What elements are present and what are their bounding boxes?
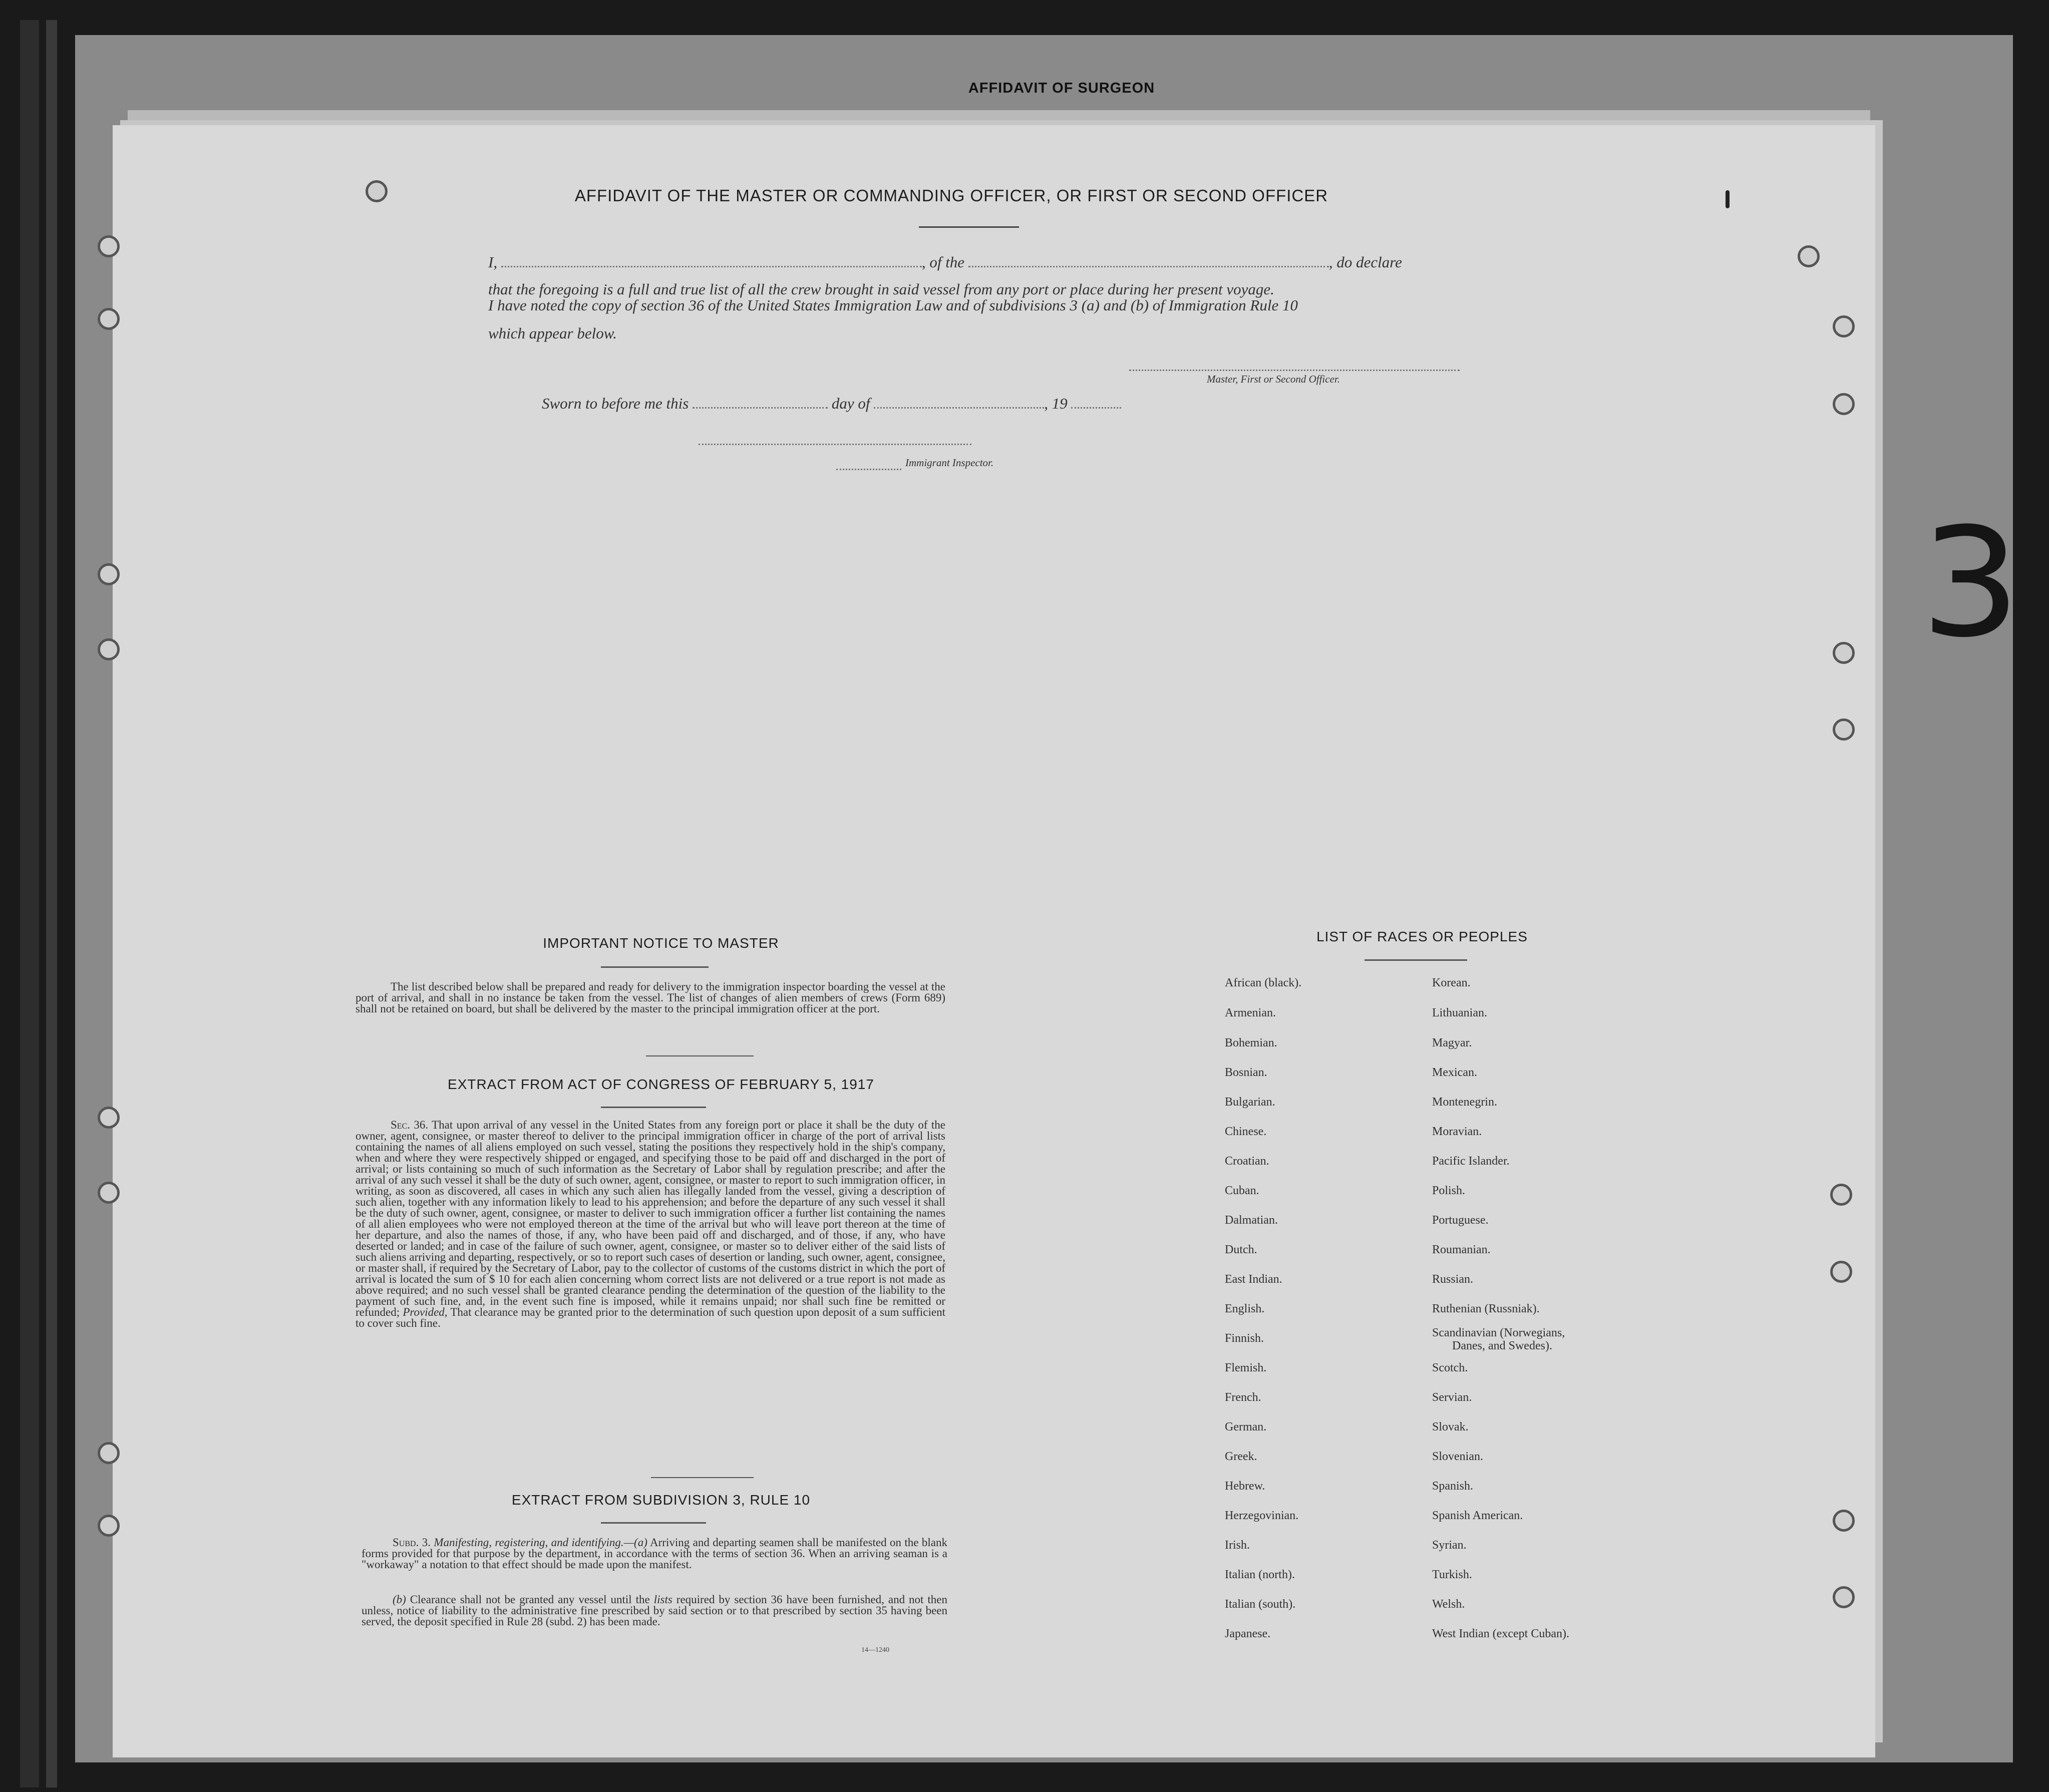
sworn-month-field[interactable] [874, 396, 1044, 409]
race-item: Spanish. [1432, 1480, 1474, 1493]
ink-smudge [1726, 190, 1730, 208]
affidavit-title-rule [919, 226, 1019, 228]
subd-label: Subd. 3. [393, 1536, 431, 1549]
race-item: Montenegrin. [1432, 1096, 1497, 1109]
declaration-line [488, 253, 1402, 271]
act-heading: EXTRACT FROM ACT OF CONGRESS OF FEBRUARY 5, 1917 [448, 1077, 874, 1092]
race-item: Pacific Islander. [1432, 1155, 1510, 1168]
sworn-year-label: , 19 [1044, 395, 1068, 412]
affidavit-title: AFFIDAVIT OF THE MASTER OR COMMANDING OFFICER, OR FIRST OR SECOND OFFICER [574, 186, 1328, 205]
race-item: French. [1225, 1391, 1261, 1404]
lists-word: lists [653, 1593, 672, 1606]
race-item: Lithuanian. [1432, 1006, 1487, 1019]
binding-strip [46, 20, 57, 1787]
punch-hole [1833, 1510, 1855, 1532]
punch-hole [98, 1442, 120, 1464]
race-item: Irish. [1225, 1539, 1250, 1552]
punch-hole [98, 308, 120, 330]
race-item: Finnish. [1225, 1332, 1264, 1345]
punch-hole [98, 563, 120, 585]
race-item: Spanish American. [1432, 1509, 1523, 1522]
backing-sheet-title: AFFIDAVIT OF SURGEON [968, 80, 1155, 96]
punch-hole [98, 1107, 120, 1129]
punch-hole [1830, 1184, 1852, 1206]
race-item: Chinese. [1225, 1125, 1267, 1138]
signature-caption: Master, First or Second Officer. [1207, 373, 1340, 385]
master-name-field[interactable] [501, 255, 922, 267]
races-rule [1364, 959, 1467, 961]
subd-body-b2: required by section 36 have been furnished, and not then unless, notice of liability to the administrative fine prescribed by said section or to that prescribed by section 35 having been served, the deposit specified in Rule 28 (subd. 2) has been made. [362, 1593, 948, 1628]
punch-hole [1833, 315, 1855, 337]
declaration-text: I have noted the copy of section 36 of the United States Immigration Law and of subdivisions 3 (a) and (b) of Immigration Rule 10 [488, 296, 1298, 314]
sec-label: Sec. 36. [391, 1119, 429, 1131]
rule10-heading: EXTRACT FROM SUBDIVISION 3, RULE 10 [511, 1492, 811, 1508]
race-item: Bulgarian. [1225, 1096, 1275, 1109]
subd-body-b1: Clearance shall not be granted any vessel until the [410, 1593, 650, 1606]
race-item: Italian (north). [1225, 1568, 1295, 1581]
race-item: Korean. [1432, 976, 1471, 989]
binding-strip [20, 20, 39, 1787]
race-item: Mexican. [1432, 1066, 1477, 1079]
notice-heading: IMPORTANT NOTICE TO MASTER [543, 935, 779, 951]
act-body-end: That clearance may be granted prior to the determination of such question upon deposit of a sum sufficient to cover such fine. [356, 1306, 945, 1329]
race-item: West Indian (except Cuban). [1432, 1627, 1569, 1640]
race-item: Cuban. [1225, 1184, 1259, 1197]
race-item: Magyar. [1432, 1036, 1472, 1049]
race-item: Armenian. [1225, 1006, 1276, 1019]
punch-hole [98, 235, 120, 257]
punch-hole [1798, 245, 1820, 267]
act-body: That upon arrival of any vessel in the United States from any foreign port or place it shall be the duty of the owner, agent, consignee, or master thereof to deliver to the principal immigration officer in charge of the port of arrival lists containing the names of all aliens employed on such vessel, stating the positions they respectively hold in the ship's company, when and where they were respectively shipped or engaged, and specifying those to be paid off and discharged in the port of arrival; or lists containing so much of such information as the Secretary of Labor shall by regulation prescribe; and after the arrival of any such vessel it shall be the duty of such owner, agent, consignee, or master to report to such immigration officer, in writing, as soon as discovered, all cases in which any such alien has illegally landed from the vessel, giving a description of such alien, together with any information likely to lead to his apprehension; and before the departure of any such vessel it shall be the duty of such owner, agent, consignee, or master to deliver to such immigration officer a further list containing the names of all alien employees who were not employed thereon at the time of the arrival but who will leave port thereon at the time of her departure, and also the names of those, if any, who have been paid off and discharged, and of those, if any, who have deserted or landed; and in case of the failure of such owner, agent, consignee, or master so to deliver either of the said lists of such aliens arriving and departing, respectively, or so to report such cases of desertion or landing, such owner, agent, consignee, or master shall, if required by the Secretary of Labor, pay to the collector of customs of the customs district in which the port of arrival is located the sum of $ 10 for each alien concerning whom correct lists are not delivered or a true report is not made as above required; and no such vessel shall be granted clearance pending the determination of the question of the liability to the payment of such fine, and, in the event such fine is imposed, while it remains unpaid; nor shall such fine be remitted or refunded; [356, 1119, 945, 1318]
punch-hole [366, 180, 388, 202]
race-item: Ruthenian (Russniak). [1432, 1302, 1540, 1315]
rule10-text-a [362, 1537, 947, 1570]
race-item: Servian. [1432, 1391, 1472, 1404]
declaration-of-the: , of the [921, 253, 965, 271]
sworn-day-field[interactable] [693, 396, 828, 409]
act-text [356, 1120, 945, 1329]
punch-hole [1833, 393, 1855, 415]
race-item: Dutch. [1225, 1243, 1257, 1256]
declaration-i: I, [488, 253, 498, 271]
race-item: Slovak. [1432, 1420, 1469, 1433]
races-heading: LIST OF RACES OR PEOPLES [1316, 929, 1528, 944]
race-item: Greek. [1225, 1450, 1257, 1463]
race-item: Japanese. [1225, 1627, 1271, 1640]
punch-hole [98, 1182, 120, 1204]
punch-hole [98, 1515, 120, 1537]
race-item: Slovenian. [1432, 1450, 1483, 1463]
punch-hole [1833, 1586, 1855, 1608]
race-item: Bosnian. [1225, 1066, 1267, 1079]
rule10-text-b [362, 1594, 947, 1627]
punch-hole [1830, 1261, 1852, 1283]
b-label: (b) [393, 1593, 406, 1606]
sworn-line [542, 395, 1121, 413]
race-item: Polish. [1432, 1184, 1466, 1197]
race-item: Dalmatian. [1225, 1214, 1278, 1227]
subd-body-a: Arriving and departing seamen shall be manifested on the blank forms provided for that purpose by the department, in accordance with the terms of section 36. When an arriving seaman is a "workaway" a notation to that effect should be made upon the manifest. [362, 1536, 948, 1571]
race-item: Welsh. [1432, 1598, 1465, 1611]
punch-hole [1833, 642, 1855, 664]
race-item: Roumanian. [1432, 1243, 1491, 1256]
race-item: Moravian. [1432, 1125, 1482, 1138]
race-item: Turkish. [1432, 1568, 1472, 1581]
race-item: Italian (south). [1225, 1598, 1296, 1611]
race-item: English. [1225, 1302, 1265, 1315]
vessel-name-field[interactable] [968, 255, 1329, 267]
section-separator [646, 1055, 754, 1056]
race-item: Flemish. [1225, 1361, 1267, 1374]
subd-title: Manifesting, registering, and identifying.—(a) [434, 1536, 647, 1549]
race-item: Syrian. [1432, 1539, 1467, 1552]
rule10-rule [601, 1522, 706, 1524]
declaration-text: that the foregoing is a full and true list of all the crew brought in said vessel from any port or place during her present voyage. [488, 280, 1274, 298]
inspector-signature-line[interactable] [699, 444, 971, 445]
punch-hole [98, 638, 120, 660]
inspector-dots [836, 469, 901, 470]
race-item: Danes, and Swedes). [1452, 1339, 1552, 1352]
race-item: Scotch. [1432, 1361, 1468, 1374]
handwritten-page-number: 3 [1920, 496, 2021, 670]
race-item: Herzegovinian. [1225, 1509, 1299, 1522]
sworn-day-label: day of [831, 395, 870, 412]
race-item: Scandinavian (Norwegians, [1432, 1326, 1565, 1339]
sworn-prefix: Sworn to before me this [542, 395, 689, 412]
section-separator [651, 1477, 754, 1478]
act-provided: Provided, [403, 1306, 448, 1318]
race-item: Bohemian. [1225, 1036, 1277, 1049]
punch-hole [1833, 719, 1855, 741]
race-item: African (black). [1225, 976, 1302, 989]
signature-line[interactable] [1129, 370, 1460, 371]
declaration-declare: , do declare [1328, 253, 1402, 271]
race-item: East Indian. [1225, 1273, 1282, 1286]
notice-rule [601, 966, 709, 968]
race-item: German. [1225, 1420, 1267, 1433]
race-item: Russian. [1432, 1273, 1474, 1286]
race-item: Hebrew. [1225, 1480, 1265, 1493]
sworn-year-field[interactable] [1071, 396, 1121, 409]
declaration-text: which appear below. [488, 324, 617, 342]
form-number: 14—1240 [861, 1646, 889, 1654]
inspector-caption: Immigrant Inspector. [905, 457, 994, 469]
race-item: Portuguese. [1432, 1214, 1489, 1227]
act-rule [601, 1107, 706, 1108]
notice-text: The list described below shall be prepared and ready for delivery to the immigration inspector boarding the vessel at the port of arrival, and shall in no instance be taken from the vessel. The list of changes of alien members of crews (Form 689) shall not be retained on board, but shall be delivered by the master to the principal immigration officer at the port. [356, 980, 945, 1015]
race-item: Croatian. [1225, 1155, 1269, 1168]
